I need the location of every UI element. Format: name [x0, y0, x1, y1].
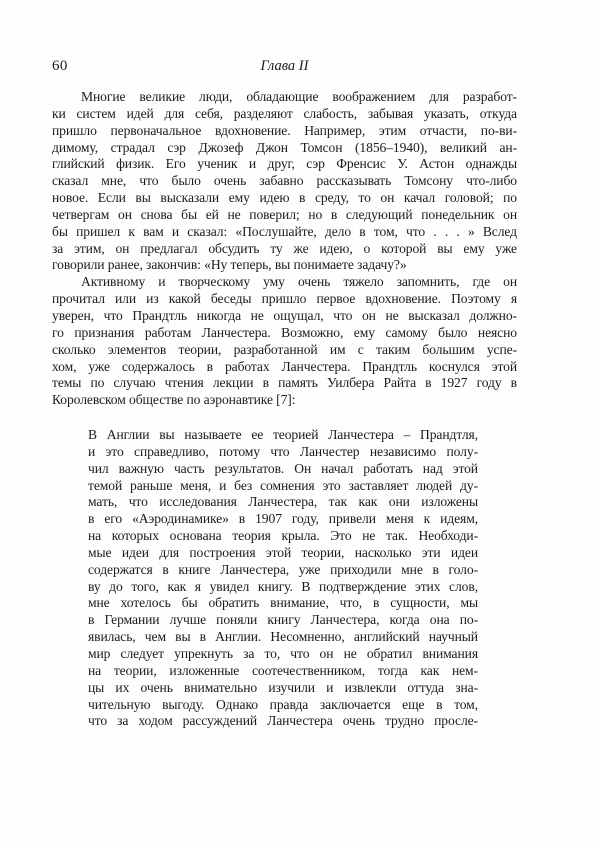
text-line: на которых основана теория крыла. Это не так. Необходи- [88, 528, 478, 544]
text-line: и это справедливо, потому что Ланчестер независимо полу- [88, 443, 478, 459]
text-line: димому, страдал сэр Джозеф Джон Томсон (1856–1940), великий ан- [52, 139, 517, 155]
text-line: сказал мне, что было очень забавно рассказывать Томсону что-либо [52, 173, 517, 189]
text-line: на теории, изложенные соотечественником, тогда как нем- [88, 662, 478, 678]
page-number: 60 [52, 58, 68, 74]
paragraph-2 [52, 274, 517, 409]
text-line: мне хотелось бы обратить внимание, что, в сущности, мы [88, 595, 478, 611]
text-line: в Германии лучше поняли книгу Ланчестера, когда она по- [88, 612, 478, 628]
text-line: Королевском обществе по аэронавтике [7]: [52, 392, 296, 408]
text-line: цы их очень внимательно изучили и извлекли оттуда зна- [88, 679, 478, 695]
text-line: глийский физик. Его ученик и друг, сэр Френсис У. Астон однажды [52, 156, 517, 172]
text-line: Многие великие люди, обладающие воображением для разработ- [81, 89, 517, 104]
text-block [52, 89, 517, 730]
chapter-running-head: Глава II [260, 58, 309, 74]
text-line: что за ходом рассуждений Ланчестера очень трудно просле- [88, 713, 478, 729]
running-header [52, 58, 517, 77]
text-line: темой раньше меня, и без сомнения это заставляет людей ду- [88, 477, 478, 493]
text-line: четвергам он снова бы ей не поверил; но в следующий понедельник он [52, 206, 517, 222]
text-line: мать, что исследования Ланчестера, так как они изложены [88, 494, 478, 510]
text-line: хом, уже содержалось в работах Ланчестера. Прандтль коснулся этой [52, 358, 517, 374]
text-line: чительную выгоду. Однако правда заключается еще в том, [88, 696, 478, 712]
text-line: новое. Если вы высказали ему идею в среду, то он качал головой; по [52, 190, 517, 206]
text-line: явилась, чем вы в Англии. Несомненно, английский научный [88, 629, 478, 645]
text-line: мые идеи для построения этой теории, насколько эти идеи [88, 544, 478, 560]
text-line: уверен, что Прандтль никогда не ощущал, что он не высказал должно- [52, 307, 517, 323]
text-line: ки систем идей для себя, разделяют слабость, забывая указать, откуда [52, 105, 517, 121]
text-line: пришло первоначальное вдохновение. Например, этим отчасти, по-ви- [52, 122, 517, 138]
text-line: бы пришел к вам и сказал: «Послушайте, дело в том, что . . . » Вслед [52, 223, 517, 239]
paragraph-1 [52, 89, 517, 274]
text-line: говорили ранее, закончив: «Ну теперь, вы понимаете задачу?» [52, 257, 407, 273]
text-line: Активному и творческому уму очень тяжело запомнить, где он [81, 274, 517, 290]
text-line: содержатся в книге Ланчестера, уже приходили мне в голо- [88, 561, 478, 577]
text-line: В Англии вы называете ее теорией Ланчестера – Прандтля, [88, 427, 478, 443]
text-line: темы по случаю чтения лекции в память Уилбера Райта в 1927 году в [52, 375, 517, 391]
text-line: в его «Аэродинамике» в 1907 году, привели меня к идеям, [88, 511, 478, 527]
text-line: го признания работам Ланчестера. Возможно, ему самому было неясно [52, 324, 517, 340]
text-line: прочитал или из какой беседы пришло первое вдохновение. Поэтому я [52, 291, 517, 307]
text-line: мир следует упрекнуть за то, что он не обратил внимания [88, 646, 478, 661]
text-line: ву до того, как я увидел книгу. В подтверждение этих слов, [88, 578, 478, 594]
block-quote [88, 427, 478, 730]
text-line: сколько элементов теории, разработанной им с таким большим успе- [52, 341, 517, 357]
text-line: чил важную часть результатов. Он начал работать над этой [88, 460, 478, 476]
text-line: за этим, он предлагал обсудить ту же идею, о которой вы ему уже [52, 240, 517, 256]
